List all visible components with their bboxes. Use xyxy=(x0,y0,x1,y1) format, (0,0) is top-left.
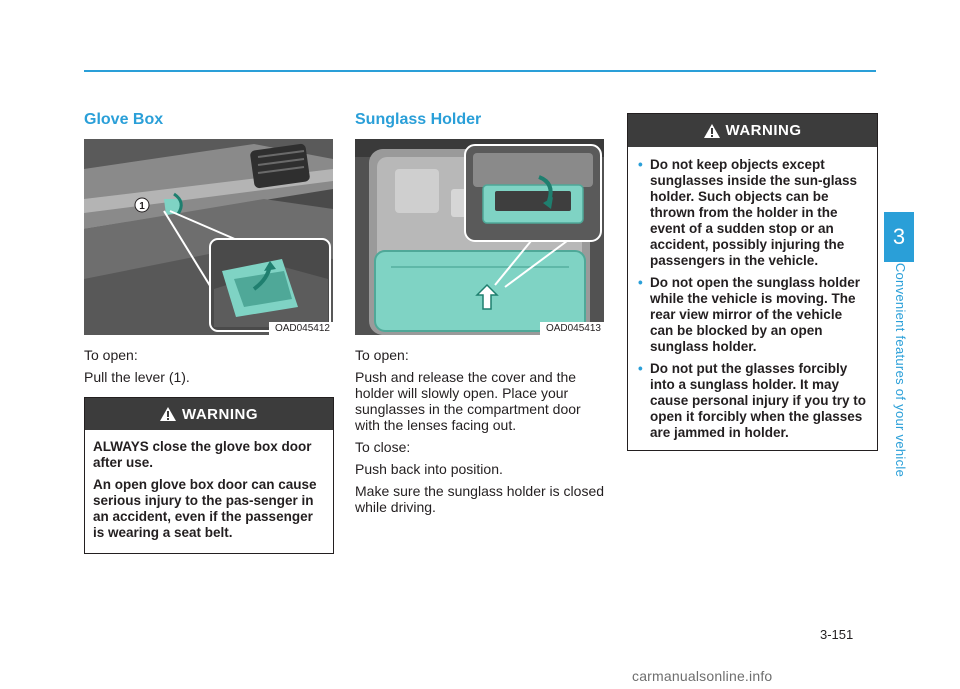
sunglass-holder-instructions xyxy=(355,347,605,521)
warning-item: • Do not put the glasses forcibly into a sunglass holder. It may cause personal injury if you try to open it forcibly when the glasses are jammed in holder. xyxy=(638,361,869,441)
header-rule xyxy=(84,70,876,72)
glove-box-warning xyxy=(84,397,334,554)
glove-box-figure-code: OAD045412 xyxy=(269,322,333,335)
warning-triangle-icon xyxy=(160,407,176,421)
warning-heading: WARNING xyxy=(182,405,258,423)
instruction-line: Push back into position. xyxy=(355,461,503,477)
sunglass-holder-warning xyxy=(627,113,878,451)
sunglass-holder-figure-code: OAD045413 xyxy=(540,322,604,335)
instruction-line: Push and release the cover and the holder will slowly open. Place your sunglasses in the compartment door with the lenses facing out. xyxy=(355,369,581,433)
instruction-line: To close: xyxy=(355,439,411,455)
warning-header xyxy=(85,398,333,430)
instruction-line: To open: xyxy=(84,347,138,363)
chapter-tab: 3 xyxy=(884,212,914,262)
warning-header xyxy=(628,114,877,147)
glove-box-title: Glove Box xyxy=(84,111,164,128)
watermark[interactable]: carmanualsonline.info xyxy=(632,668,773,684)
sunglass-holder-title: Sunglass Holder xyxy=(355,111,482,128)
sunglass-holder-figure xyxy=(355,139,604,335)
instruction-line: Make sure the sunglass holder is closed while driving. xyxy=(355,483,605,515)
page-number: 3-151 xyxy=(820,627,854,642)
glove-box-illustration xyxy=(84,139,333,335)
instruction-line: Pull the lever (1). xyxy=(84,369,190,385)
warning-paragraph: ALWAYS close the glove box door after use. xyxy=(93,439,312,470)
callout-number: 1 xyxy=(139,201,145,212)
warning-item: • Do not open the sunglass holder while the vehicle is moving. The rear view mirror of the vehicle can be blocked by an open sunglass holder. xyxy=(638,275,869,355)
warning-body xyxy=(85,430,333,541)
chapter-title: Convenient features of your vehicle xyxy=(893,262,908,478)
warning-triangle-icon xyxy=(704,124,720,138)
warning-heading: WARNING xyxy=(725,122,802,139)
warning-list xyxy=(638,157,869,441)
warning-paragraph: An open glove box door can cause serious injury to the pas-senger in an accident, even if the passenger is wearing a seat belt. xyxy=(93,477,317,540)
instruction-line: To open: xyxy=(355,347,409,363)
glove-box-figure xyxy=(84,139,333,335)
warning-body xyxy=(628,147,877,441)
warning-item: • Do not keep objects except sunglasses inside the sun-glass holder. Such objects can be thrown from the holder in the event of a sudden stop or an accident, possibly injuring the passengers in the vehicle. xyxy=(638,157,869,269)
glove-box-instructions xyxy=(84,347,333,391)
sunglass-holder-illustration xyxy=(355,139,604,335)
